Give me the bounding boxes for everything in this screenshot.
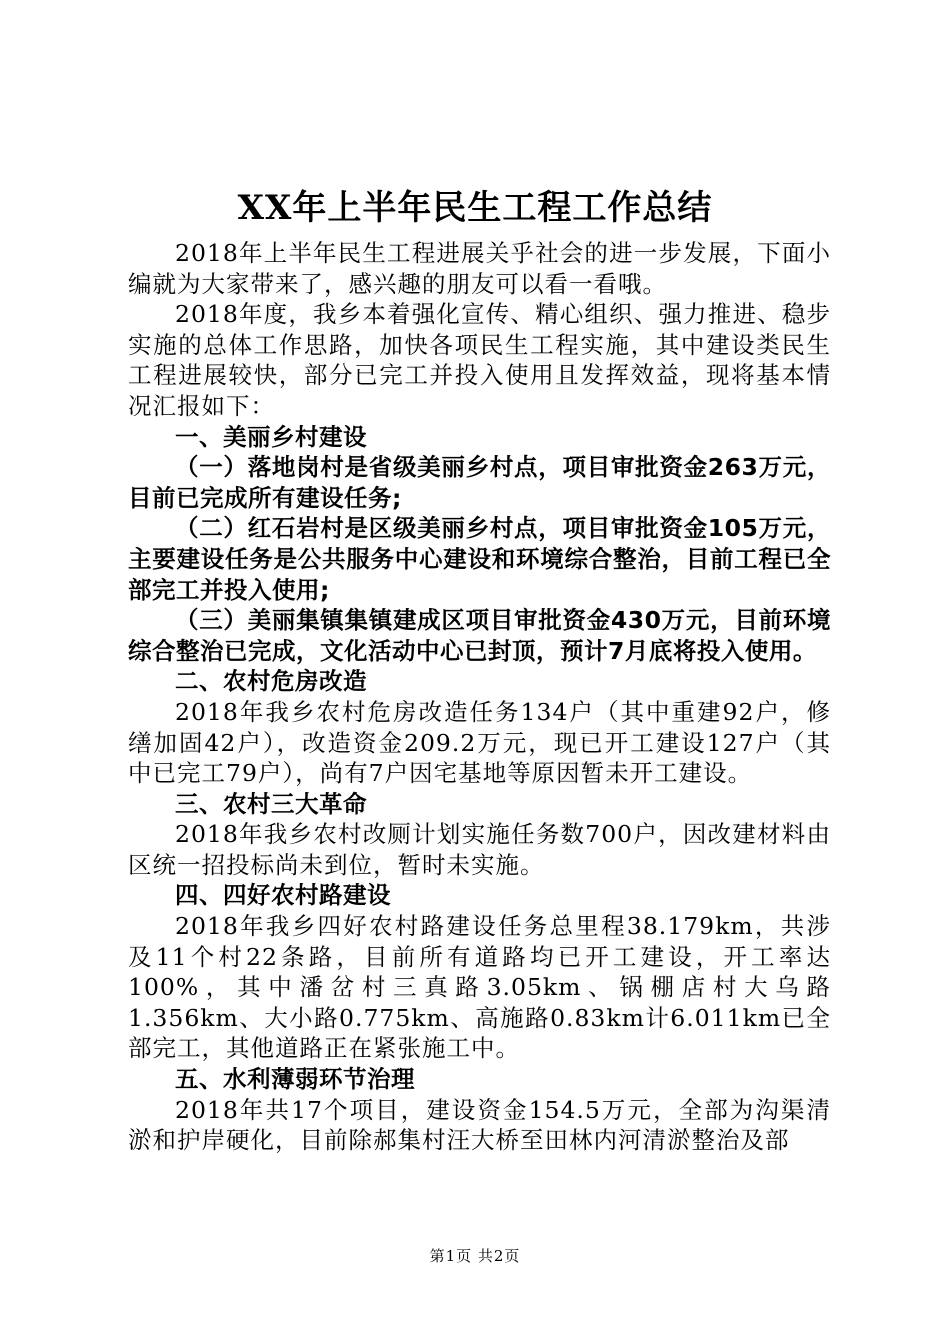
section-heading-1: 一、美丽乡村建设	[175, 422, 367, 451]
paragraph-toilet: 2018年我乡农村改厕计划实施任务数700户，因改建材料由区统一招投标尚未到位，暂时未实施。	[128, 820, 831, 879]
section-heading-5: 五、水利薄弱环节治理	[175, 1065, 415, 1094]
paragraph-roads: 2018年我乡四好农村路建设任务总里程38.179km，共涉及11个村22条路，目前所有道路均已开工建设，开工率达100%，其中潘岔村三真路3.05km、锅棚店村大乌路1.356km、大小路0.775km、高施路0.83km计6.011km已全部完工，其他道路正在紧张施工中。	[128, 912, 831, 1063]
paragraph-intro: 2018年上半年民生工程进展关乎社会的进一步发展，下面小编就为大家带来了，感兴趣的朋友可以看一看哦。	[128, 239, 831, 298]
section-heading-2: 二、农村危房改造	[175, 667, 367, 696]
document-title: XX年上半年民生工程工作总结	[237, 188, 713, 228]
paragraph-water: 2018年共17个项目，建设资金154.5万元，全部为沟渠清淤和护岸硬化，目前除郝集村汪大桥至田林内河清淤整治及部	[128, 1095, 831, 1155]
page-footer: 第1页 共2页	[429, 1247, 521, 1265]
section-heading-3: 三、农村三大革命	[175, 789, 367, 818]
paragraph-item-3: （三）美丽集镇集镇建成区项目审批资金430万元，目前环境综合整治已完成，文化活动中心已封顶，预计7月底将投入使用。	[128, 606, 831, 665]
section-heading-4: 四、四好农村路建设	[175, 881, 391, 910]
paragraph-housing: 2018年我乡农村危房改造任务134户（其中重建92户，修缮加固42户），改造资金209.2万元，现已开工建设127户（其中已完工79户），尚有7户因宅基地等原因暂未开工建设。	[128, 697, 831, 788]
document-body	[128, 238, 831, 1156]
paragraph-item-1: （一）落地岗村是省级美丽乡村点，项目审批资金263万元，目前已完成所有建设任务;	[128, 453, 831, 512]
paragraph-item-2: （二）红石岩村是区级美丽乡村点，项目审批资金105万元，主要建设任务是公共服务中心建设和环境综合整治，目前工程已全部完工并投入使用;	[128, 514, 831, 604]
paragraph-overview: 2018年度，我乡本着强化宣传、精心组织、强力推进、稳步实施的总体工作思路，加快各项民生工程实施，其中建设类民生工程进展较快，部分已完工并投入使用且发挥效益，现将基本情况汇报如下：	[128, 300, 831, 420]
